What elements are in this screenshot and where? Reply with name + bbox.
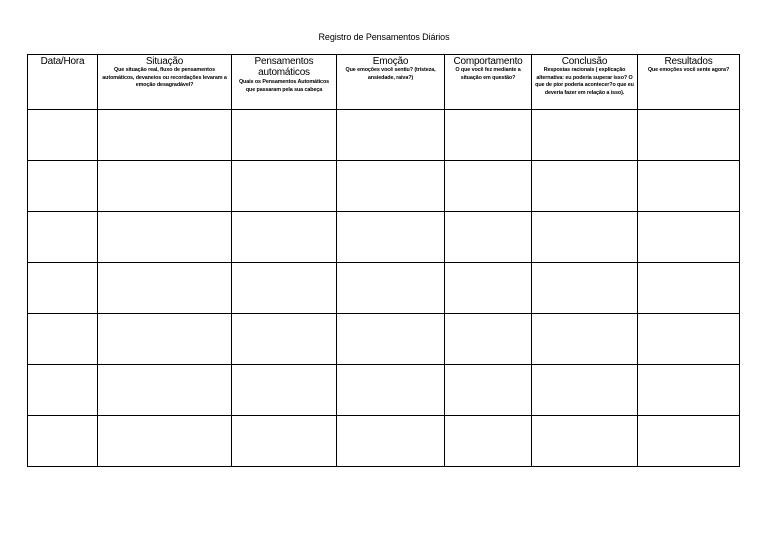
table-row xyxy=(28,161,740,212)
table-row xyxy=(28,365,740,416)
column-description: Respostas racionais ( explicação alternativa: eu poderia superar isso? O que de pior poderia acontecer?o que eu deveria fazer em relação a isso). xyxy=(535,67,634,96)
table-cell[interactable] xyxy=(232,314,337,365)
table-cell[interactable] xyxy=(232,212,337,263)
table-cell[interactable] xyxy=(532,161,638,212)
header-row xyxy=(28,55,740,110)
table-cell[interactable] xyxy=(98,314,232,365)
table-cell[interactable] xyxy=(337,212,445,263)
table-cell[interactable] xyxy=(638,416,740,467)
table-cell[interactable] xyxy=(28,263,98,314)
table-cell[interactable] xyxy=(337,110,445,161)
table-cell[interactable] xyxy=(445,314,532,365)
table-cell[interactable] xyxy=(98,416,232,467)
table-cell[interactable] xyxy=(532,365,638,416)
table-cell[interactable] xyxy=(337,365,445,416)
table-cell[interactable] xyxy=(638,110,740,161)
table-cell[interactable] xyxy=(337,161,445,212)
table-cell[interactable] xyxy=(98,161,232,212)
table-row xyxy=(28,212,740,263)
table-cell[interactable] xyxy=(638,212,740,263)
table-cell[interactable] xyxy=(28,110,98,161)
table-cell[interactable] xyxy=(445,263,532,314)
column-title: Situação xyxy=(145,56,184,67)
table-cell[interactable] xyxy=(28,212,98,263)
column-title: Conclusão xyxy=(561,56,608,67)
table-cell[interactable] xyxy=(28,161,98,212)
table-row xyxy=(28,314,740,365)
table-cell[interactable] xyxy=(532,110,638,161)
table-cell[interactable] xyxy=(445,161,532,212)
table-row xyxy=(28,110,740,161)
column-description: Que emoções você sentiu? (tristeza, ansiedade, raiva?) xyxy=(345,67,436,81)
table-cell[interactable] xyxy=(445,416,532,467)
table-cell[interactable] xyxy=(337,314,445,365)
column-title: Emoção xyxy=(372,56,409,67)
table-cell[interactable] xyxy=(232,263,337,314)
column-header-date-time xyxy=(28,55,98,110)
column-title: Comportamento xyxy=(453,56,523,67)
table-cell[interactable] xyxy=(638,365,740,416)
column-header-emotion xyxy=(337,55,445,110)
table-cell[interactable] xyxy=(232,110,337,161)
column-title: Resultados xyxy=(664,56,713,67)
column-description: Quais os Pensamentos Automáticos que passaram pela sua cabeça xyxy=(238,79,330,93)
table-cell[interactable] xyxy=(232,365,337,416)
table-cell[interactable] xyxy=(232,161,337,212)
table-cell[interactable] xyxy=(445,212,532,263)
table-cell[interactable] xyxy=(638,314,740,365)
table-cell[interactable] xyxy=(532,212,638,263)
table-cell[interactable] xyxy=(98,365,232,416)
column-description: Que situação real, fluxo de pensamentos automáticos, devaneios ou recordações levaram a emoção desagradável? xyxy=(102,67,227,88)
column-description: Que emoções você sente agora? xyxy=(647,67,730,73)
table-cell[interactable] xyxy=(337,416,445,467)
table-cell[interactable] xyxy=(28,314,98,365)
table-row xyxy=(28,416,740,467)
column-header-conclusion xyxy=(532,55,638,110)
column-header-automatic-thoughts xyxy=(232,55,337,110)
table-cell[interactable] xyxy=(445,365,532,416)
thought-record-table xyxy=(27,54,740,467)
table-cell[interactable] xyxy=(337,263,445,314)
document-title: Registro de Pensamentos Diários xyxy=(318,32,450,42)
table-cell[interactable] xyxy=(232,416,337,467)
table-cell[interactable] xyxy=(532,416,638,467)
table-cell[interactable] xyxy=(28,416,98,467)
column-description: O que você fez mediante a situação em questão? xyxy=(455,67,521,81)
table-cell[interactable] xyxy=(98,263,232,314)
column-header-results xyxy=(638,55,740,110)
table-cell[interactable] xyxy=(532,263,638,314)
column-header-behavior xyxy=(445,55,532,110)
column-title: Pensamentos automáticos xyxy=(254,56,314,78)
table-cell[interactable] xyxy=(98,110,232,161)
table-cell[interactable] xyxy=(445,110,532,161)
column-title: Data/Hora xyxy=(40,56,85,67)
table-cell[interactable] xyxy=(28,365,98,416)
table-cell[interactable] xyxy=(638,161,740,212)
table-body xyxy=(28,110,740,467)
table-cell[interactable] xyxy=(532,314,638,365)
column-header-situation xyxy=(98,55,232,110)
table-cell[interactable] xyxy=(98,212,232,263)
table-cell[interactable] xyxy=(638,263,740,314)
table-row xyxy=(28,263,740,314)
